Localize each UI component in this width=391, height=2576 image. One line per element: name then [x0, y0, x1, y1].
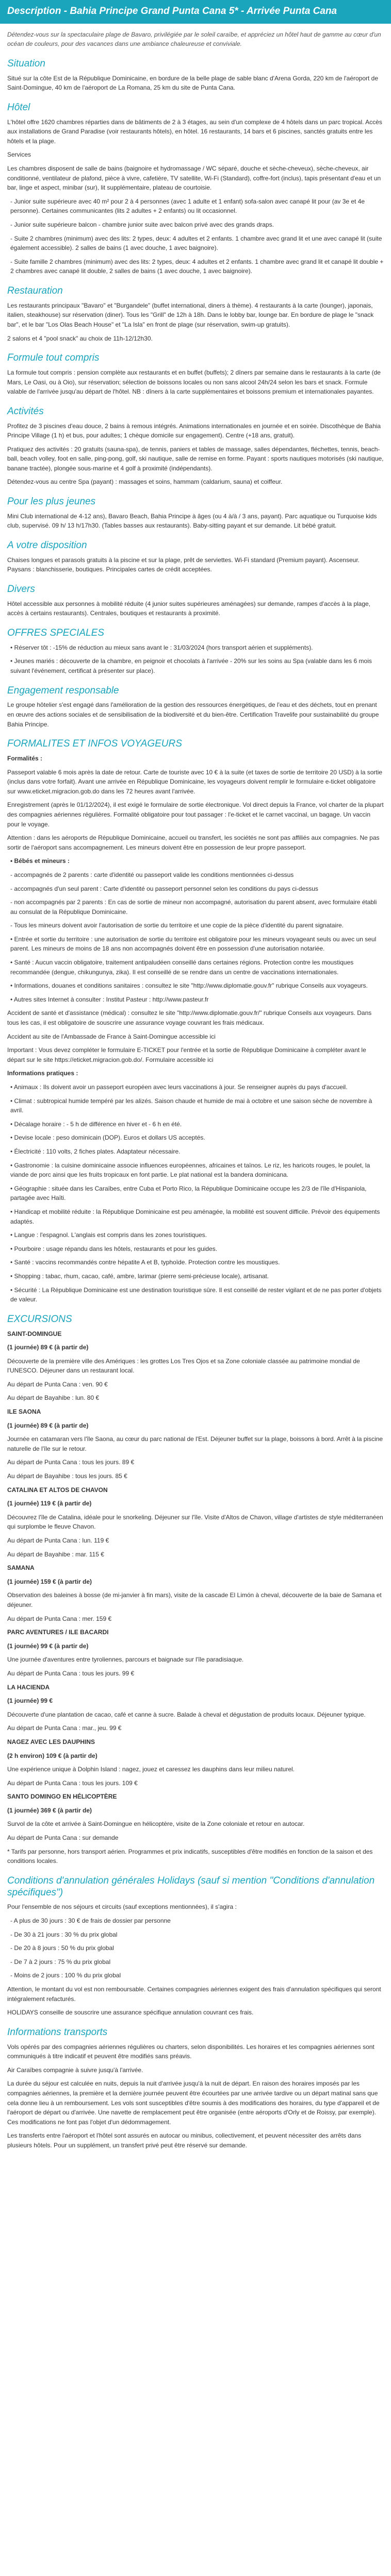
section-conditions [7, 1875, 384, 2018]
section-paragraph: - accompagnés de 2 parents : carte d'identité ou passeport valide les conditions mentionnées ci-dessus [10, 871, 294, 878]
section-paragraph: Au départ de Bayahibe : lun. 80 € [7, 1394, 100, 1402]
section-paragraph: La formule tout compris : pension complète aux restaurants et en buffet (buffets); 2 dîners par semaine dans le restaurants à la carte (de Mars, Le Oasi, ou à Oio), sur réservation; sélection de boissons locales ou non sans alcool 24h/24 selon les bars et snack. Formule valable de l'arrivée jusqu'au départ de l'hôtel. NB : dîners à la carte supplémentaires et boissons premium et internationales payantes. [7, 368, 381, 396]
section-paragraph: Mini Club international de 4-12 ans), Bavaro Beach, Bahia Principe à âges (ou 4 à/à / 3 ans, payant). Parc aquatique ou Turquoise kids club, supervisé. 09 h/ 13 h/17h30. (Tables basses aux restaurants). Baby-sitting payant et sur demande. Lit bébé gratuit. [7, 512, 377, 530]
section-paragraph: • Bébés et mineurs : [10, 857, 70, 865]
section-paragraph: (1 journée) 99 € (à partir de) [7, 1642, 89, 1650]
section-title-conditions: Conditions d'annulation générales Holidays (sauf si mention "Conditions d'annulation spécifiques") [7, 1875, 375, 1898]
section-hotel [7, 102, 384, 276]
section-paragraph: ILE SAONA [7, 1408, 41, 1416]
section-paragraph: Hôtel accessible aux personnes à mobilité réduite (4 junior suites supérieures aménagées) sur demande, rampes d'accès à la plage, accès à certains restaurants). Centrales, boutiques et restaurants à proximité. [7, 600, 371, 617]
section-divers [7, 584, 384, 618]
section-paragraph: • Animaux : Ils doivent avoir un passeport européen avec leurs vaccinations à jour. Se renseigner auprès du pays d'accueil. [10, 1083, 348, 1091]
section-excursions [7, 1314, 384, 1866]
section-title-activites: Activités [7, 405, 44, 417]
section-paragraph: Découverte d'une plantation de cacao, café et canne à sucre. Balade à cheval et dégustation de produits locaux. Déjeuner typique. [7, 1710, 366, 1718]
section-paragraph: Chaises longues et parasols gratuits à la piscine et sur la plage, prêt de serviettes. Wi-Fi standard (Premium payant). Ascenseur. Paysans : blanchisserie, boutiques. Principales cartes de crédit acceptées. [7, 556, 360, 573]
section-paragraph: Au départ de Punta Cana : mar., jeu. 99 € [7, 1724, 122, 1732]
section-paragraph: • Entrée et sortie du territoire : une autorisation de sortie du territoire est obligatoire pour les mineurs voyageant seuls ou avec un seul parent. Les mineurs de moins de 18 ans non accompagnés doivent être en possession d'une autorisation notariée. [10, 935, 377, 953]
section-enfants [7, 496, 384, 531]
section-paragraph: - Moins de 2 jours : 100 % du prix global [10, 1972, 121, 1979]
section-paragraph: Important : Vous devez compléter le formulaire E-TICKET pour l'entrée et la sortie de République Dominicaine à compléter avant le départ sur le site https://eticket.migracion.gob.do/. Formulaire accessible ici [7, 1046, 366, 1063]
section-paragraph: Survol de la côte et arrivée à Saint-Domingue en hélicoptère, visite de la Zone coloniale et retour en autocar. [7, 1820, 305, 1828]
section-paragraph: (1 journée) 369 € (à partir de) [7, 1806, 92, 1814]
section-paragraph: La durée du séjour est calculée en nuits, depuis la nuit d'arrivée jusqu'à la nuit de départ. En raison des horaires imposés par les compagnies aériennes, la première et la dernière journée peuvent être écourtées par une arrivée tardive ou un départ matinal sans que cela donne lieu à un remboursement. Les vols sont susceptibles d'être soumis à des modifications des horaires, du type d'appareil et de l'aéroport de départ ou d'arrivée. Une navette de remplacement peut être organisée (entre aéroports d'Orly et de Roissy, par exemple). Ces modifications ne font pas l'objet d'un dédommagement. [7, 2080, 380, 2126]
section-title-hotel: Hôtel [7, 101, 30, 113]
sections-container [7, 58, 384, 2150]
section-paragraph: • Gastronomie : la cuisine dominicaine associe influences européennes, africaines et taïnos. Le riz, les haricots rouges, le poulet, la viande de porc ainsi que les fruits tropicaux en font partie. Le plat national est la bandera dominicana. [10, 1161, 370, 1179]
section-title-excursions: EXCURSIONS [7, 1313, 72, 1325]
section-paragraph: Au départ de Punta Cana : ven. 90 € [7, 1380, 108, 1388]
section-paragraph: • Devise locale : peso dominicain (DOP). Euros et dollars US acceptés. [10, 1134, 205, 1142]
section-paragraph: • Géographie : située dans les Caraïbes, entre Cuba et Porto Rico, la République Dominicaine occupe les 2/3 de l'île d'Hispaniola, partagée avec Haïti. [10, 1184, 367, 1202]
section-paragraph: • Autres sites Internet à consulter : Institut Pasteur : http://www.pasteur.fr [10, 995, 209, 1003]
section-paragraph: Services [7, 151, 31, 159]
section-paragraph: Pour l'ensemble de nos séjours et circuits (sauf exceptions mentionnées), il s'agira : [7, 1903, 237, 1911]
section-title-restauration: Restauration [7, 285, 63, 296]
section-paragraph: • Électricité : 110 volts, 2 fiches plates. Adaptateur nécessaire. [10, 1147, 181, 1155]
section-paragraph: Une journée d'aventures entre tyroliennes, parcours et baignade sur l'île paradisiaque. [7, 1656, 244, 1664]
section-paragraph: • Shopping : tabac, rhum, cacao, café, ambre, larimar (pierre semi-précieuse locale), artisanat. [10, 1272, 269, 1280]
section-paragraph: Informations pratiques : [7, 1070, 78, 1077]
section-paragraph: Pratiquez des activités : 20 gratuits (sauna-spa), de tennis, paniers et tables de massage, salles dépendantes, fléchettes, tennis, beach-ball, beach volley, foot en salle, ping-pong, golf, ski nautique, salle de remise en forme. Payant : sports nautiques motorisés (ski nautique, banane tractée), plongée sous-marine et 4 golf à proximité (indépendants). [7, 445, 384, 472]
section-situation [7, 58, 384, 93]
section-paragraph: SAMANA [7, 1564, 35, 1572]
section-paragraph: (1 journée) 89 € (à partir de) [7, 1344, 89, 1351]
section-paragraph: - Junior suite supérieure balcon - chambre junior suite avec balcon privé avec des grands draps. [10, 221, 274, 228]
section-autre [7, 540, 384, 574]
section-paragraph: SAINT-DOMINGUE [7, 1330, 62, 1337]
section-title-formule: Formule tout compris [7, 352, 100, 364]
section-paragraph: NAGEZ AVEC LES DAUPHINS [7, 1738, 95, 1745]
section-formalites [7, 738, 384, 1304]
section-paragraph: Passeport valable 6 mois après la date de retour. Carte de touriste avec 10 € à la suite (et taxes de sortie de territoire 20 USD) à la sortie (inclus dans votre forfait). Avant une arrivée en République Dominicaine, les voyageurs doivent remplir le formulaire e-ticket obligatoire sur www.eticket.migracion.gob.do dans les 72 heures avant l'arrivée. [7, 768, 383, 795]
section-paragraph: Les transferts entre l'aéroport et l'hôtel sont assurés en autocar ou minibus, collectivement, et peuvent nécessiter des arrêts dans plusieurs hôtels. Pour un supplément, un transfert privé peut être réservé sur demande. [7, 2132, 362, 2149]
section-paragraph: Au départ de Bayahibe : mar. 115 € [7, 1550, 104, 1558]
section-paragraph: (1 journée) 119 € (à partir de) [7, 1500, 92, 1507]
section-restauration [7, 285, 384, 343]
section-paragraph: Formalités : [7, 754, 43, 762]
section-paragraph: - Junior suite supérieure avec 40 m² pour 2 à 4 personnes (avec 1 adulte et 1 enfant) sofa-salon avec canapé lit pour (av 3e et 4e personne). Certaines communicantes (lits 2 adultes + 2 enfants) ou lit occasionnel. [10, 197, 365, 215]
section-paragraph: L'hôtel offre 1620 chambres réparties dans de bâtiments de 2 à 3 étages, au sein d'un complexe de 4 hôtels dans un parc tropical. Accès aux installations de Grand Paradise (voir restaurants hôtels), en hôtel. 16 restaurants, 14 bars et 6 piscines, sanctés gratuits entre les hôtels et la plage. [7, 118, 382, 145]
section-paragraph: * Tarifs par personne, hors transport aérien. Programmes et prix indicatifs, susceptibles d'être modifiés en fonction de la saison et des conditions locales. [7, 1848, 373, 1865]
section-paragraph: Les chambres disposent de salle de bains (baignoire et hydromassage / WC séparé, douche et sèche-cheveux), sèche-cheveux, air conditionné, ventilateur de plafond, pièce à vivre, cafetière, TV satellite, Wi-Fi (Standard), coffre-fort (inclus), tapis présentant d'eau et un bar, linge et aspect, minibar (sur), lit supplémentaire, plateau de courtoisie. [7, 165, 381, 192]
section-paragraph: Au départ de Bayahibe : tous les jours. 85 € [7, 1472, 127, 1480]
section-paragraph: Au départ de Punta Cana : tous les jours. 89 € [7, 1459, 135, 1466]
section-paragraph: • Santé : Aucun vaccin obligatoire, traitement antipaludéen conseillé dans certaines régions. Protection contre les moustiques recommandée (dengue, chikungunya, zika). Il est conseillé de se rendre dans un centre de vaccinations internationales. [10, 959, 354, 976]
section-title-offres: OFFRES SPECIALES [7, 628, 104, 639]
section-paragraph: - accompagnés d'un seul parent : Carte d'identité ou passeport personnel selon les conditions du pays ci-dessus [10, 885, 318, 892]
section-paragraph: (1 journée) 159 € (à partir de) [7, 1578, 92, 1585]
intro-text: Détendez-vous sur la spectaculaire plage de Bavaro, privilégiée par le soleil caraïbe, et appréciez un hôtel haut de gamme au cœur d'un océan de couleurs, pour des vacances dans une ambiance chaleureuse et conviviale. [7, 30, 381, 48]
section-title-engagement: Engagement responsable [7, 685, 119, 696]
section-title-infos_transports: Informations transports [7, 2026, 108, 2038]
section-paragraph: - non accompagnés par 2 parents : En cas de sortie de mineur non accompagné, autorisation du parent absent, avec formulaire établi au consulat de la République Dominicaine. [10, 899, 377, 916]
section-paragraph: Attention, le montant du vol est non remboursable. Certaines compagnies aériennes exigent des frais d'annulation spécifiques qui seront intégralement refacturés. [7, 1986, 381, 2003]
title-banner: Description - Bahia Principe Grand Punta Cana 5* - Arrivée Punta Cana [0, 0, 391, 24]
section-paragraph: PARC AVENTURES / ILE BACARDI [7, 1629, 109, 1636]
section-paragraph: Détendez-vous au centre Spa (payant) : massages et soins, hammam (caldarium, sauna) et coiffeur. [7, 478, 283, 486]
section-paragraph: - De 7 à 2 jours : 75 % du prix global [10, 1958, 111, 1965]
section-paragraph: Au départ de Punta Cana : mer. 159 € [7, 1615, 112, 1622]
section-title-formalites: FORMALITES ET INFOS VOYAGEURS [7, 738, 182, 750]
section-paragraph: Air Caraïbes compagnie à suivre jusqu'à l'arrivée. [7, 2066, 143, 2074]
section-paragraph: - A plus de 30 jours : 30 € de frais de dossier par personne [10, 1917, 171, 1925]
section-paragraph: HOLIDAYS conseille de souscrire une assurance spécifique annulation couvrant ces frais. [7, 2009, 254, 2016]
section-title-enfants: Pour les plus jeunes [7, 496, 96, 507]
section-paragraph: CATALINA ET ALTOS DE CHAVON [7, 1486, 108, 1494]
section-title-situation: Situation [7, 58, 45, 69]
section-infos_transports [7, 2027, 384, 2150]
section-paragraph: Découvrez l'île de Catalina, idéale pour le snorkeling. Déjeuner sur l'île. Visite d'Altos de Chavon, village d'artistes de style méditerranéen qui surplombe le fleuve Chavon. [7, 1513, 383, 1531]
section-paragraph: Profitez de 3 piscines d'eau douce, 2 bains à remous intégrés. Animations internationales en journée et en soirée. Discothèque de Bahia Principe Village (1 h) et bus, pour adultes; 1 chèque domicile sur engagement). Centre (+18 ans, gratuit). [7, 422, 381, 439]
section-title-autre: A votre disposition [7, 540, 87, 551]
section-paragraph: Au départ de Punta Cana : sur demande [7, 1834, 119, 1842]
section-paragraph: (1 journée) 99 € [7, 1697, 53, 1705]
section-paragraph: - De 20 à 8 jours : 50 % du prix global [10, 1944, 114, 1952]
section-activites [7, 406, 384, 487]
section-paragraph: Journée en catamaran vers l'île Saona, au cœur du parc national de l'Est. Déjeuner buffet sur la plage, boissons à bord. Arrêt à la piscine naturelle de l'île sur le retour. [7, 1435, 383, 1452]
section-offres [7, 628, 384, 676]
section-paragraph: - Suite famille 2 chambres (minimum) avec des lits: 2 types, deux: 4 adultes et 2 enfants. 1 chambre avec grand lit et canapé lit double + 2 chambres avec canapé lit double, 2 salles de bains (1 avec douche, 1 avec baignoire). [10, 258, 384, 275]
section-paragraph: SANTO DOMINGO EN HÉLICOPTÈRE [7, 1793, 117, 1801]
section-paragraph: Au départ de Punta Cana : lun. 119 € [7, 1537, 109, 1544]
section-paragraph: Attention : dans les aéroports de République Dominicaine, accueil ou transfert, les sociétés ne sont pas affiliés aux compagnies. Ne pas sortir de l'aéroport sans accompagnement. Les mineurs doivent être en possession de leur propre passeport. [7, 834, 380, 851]
section-formule [7, 352, 384, 397]
section-engagement [7, 685, 384, 730]
section-paragraph: 2 salons et 4 "pool snack" au choix de 11h-12/12h30. [7, 334, 153, 342]
section-paragraph: Les restaurants principaux "Bavaro" et "Burgandele" (buffet international, diners à thème). 4 restaurants à la carte (lounger), japonais, italien, steakhouse) sur réservation (diner). Tous les "Grill" de 12h à 18h. Dans le lobby bar, lounge bar. En bordure de plage le "snack bar", et le bar "Los Olas Beach House" et "La Isla" en front de plage (sur réservation, swim-up gratuits). [7, 301, 374, 328]
section-paragraph: (1 journée) 89 € (à partir de) [7, 1421, 89, 1429]
section-paragraph: • Langue : l'espagnol. L'anglais est compris dans les zones touristiques. [10, 1231, 207, 1239]
section-paragraph: Accident de santé et d'assistance (médical) : consultez le site "http://www.diplomatie.gouv.fr/" rubrique Conseils aux voyageurs. Dans tous les cas, il est obligatoire de souscrire une assurance voyage couvrant les frais médicaux. [7, 1009, 372, 1027]
section-paragraph: Accident au site de l'Ambassade de France à Saint-Domingue accessible ici [7, 1032, 216, 1040]
section-paragraph: • Santé : vaccins recommandés contre hépatite A et B, typhoïde. Protection contre les moustiques. [10, 1259, 280, 1266]
section-paragraph: Découverte de la première ville des Amériques : les grottes Los Tres Ojos et sa Zone coloniale classée au patrimoine mondial de l'UNESCO. Déjeuner dans un restaurant local. [7, 1357, 360, 1375]
section-paragraph: • Climat : subtropical humide tempéré par les alizés. Saison chaude et humide de mai à octobre et une saison sèche de novembre à avril. [10, 1097, 372, 1114]
section-paragraph: • Jeunes mariés : découverte de la chambre, en peignoir et chocolats à l'arrivée - 20% sur les soins au Spa (valable dans les 6 mois suivant l'événement, certificat à présenter sur place). [10, 657, 372, 675]
section-paragraph: (2 h environ) 109 € (à partir de) [7, 1752, 97, 1759]
section-paragraph: • Handicap et mobilité réduite : la République Dominicaine est peu aménagée, la mobilité est souvent difficile. Prévoir des équipements adaptés. [10, 1208, 380, 1225]
section-paragraph: LA HACIENDA [7, 1683, 50, 1691]
section-paragraph: • Décalage horaire : - 5 h de différence en hiver et - 6 h en été. [10, 1120, 182, 1128]
section-paragraph: Au départ de Punta Cana : tous les jours. 99 € [7, 1669, 135, 1677]
section-paragraph: - Tous les mineurs doivent avoir l'autorisation de sortie du territoire et une copie de la pièce d'identité du parent signataire. [10, 922, 344, 929]
section-paragraph: - Suite 2 chambres (minimum) avec des lits: 2 types, deux: 4 adultes et 2 enfants. 1 chambre avec grand lit et une avec canapé lit (suite également accessible). 2 salles de bains (1 avec douche, 1 avec baignoire). [10, 234, 382, 252]
section-paragraph: Observation des baleines à bosse (de mi-janvier à fin mars), visite de la cascade El Limón à cheval, découverte de la baie de Samana et déjeuner. [7, 1591, 382, 1608]
section-paragraph: Enregistrement (après le 01/12/2024), il est exigé le formulaire de sortie électronique. Vol direct depuis la France, vol charter de la plupart des compagnies aériennes régulières. Formalité obligatoire pour tout passager : l'e-ticket et le carnet vaccinal, un bagage. Un vaccin pour le voyage. [7, 801, 384, 828]
section-paragraph: • Sécurité : La République Dominicaine est une destination touristique sûre. Il est conseillé de rester vigilant et de ne pas porter d'objets de valeur. [10, 1286, 382, 1303]
section-paragraph: Vols opérés par des compagnies aériennes régulières ou charters, selon disponibilités. Les horaires et les compagnies aériennes sont communiqués à titre indicatif et peuvent être modifiés sans préavis. [7, 2043, 374, 2060]
section-paragraph: Situé sur la côte Est de la République Dominicaine, en bordure de la belle plage de sable blanc d'Arena Gorda, 220 km de l'aéroport de Saint-Domingue, 40 km de l'aéroport de La Romana, 25 km du site de Punta Cana. [7, 74, 379, 92]
section-paragraph: • Informations, douanes et conditions sanitaires : consultez le site "http://www.diplomatie.gouv.fr" rubrique Conseils aux voyageurs. [10, 982, 368, 990]
section-paragraph: • Pourboire : usage répandu dans les hôtels, restaurants et pour les guides. [10, 1245, 218, 1252]
section-paragraph: - De 30 à 21 jours : 30 % du prix global [10, 1930, 118, 1938]
section-paragraph: Le groupe hôtelier s'est engagé dans l'amélioration de la gestion des ressources énergétiques, de l'eau et des déchets, tout en prenant en œuvre des actions sociales et de sensibilisation de la biodiversité et du bien-être. Certification Travelife pour sustainabilité du groupe Bahia Principe. [7, 701, 379, 728]
section-paragraph: • Réserver tôt : -15% de réduction au mieux sans avant le : 31/03/2024 (hors transport aérien et suppléments). [10, 643, 313, 651]
section-paragraph: Au départ de Punta Cana : tous les jours. 109 € [7, 1779, 138, 1787]
section-paragraph: Une expérience unique à Dolphin Island : nagez, jouez et caressez les dauphins dans leur milieu naturel. [7, 1766, 295, 1773]
section-title-divers: Divers [7, 584, 35, 595]
